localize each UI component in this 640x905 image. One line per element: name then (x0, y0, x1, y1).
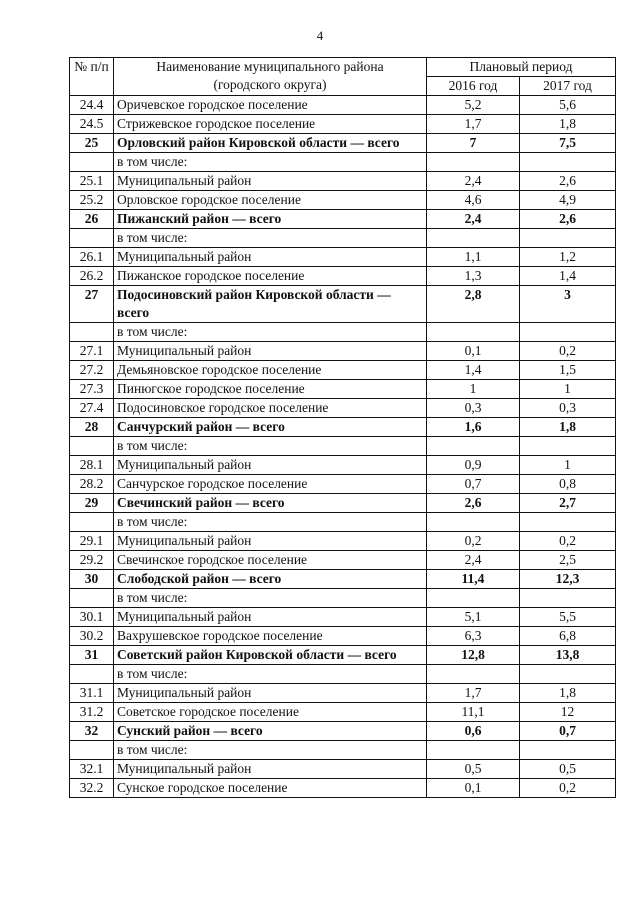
row-value-2017: 1,8 (520, 684, 616, 703)
row-number: 27 (70, 286, 114, 323)
row-name: Муниципальный район (114, 342, 427, 361)
row-name: Советское городское поселение (114, 703, 427, 722)
row-number (70, 229, 114, 248)
table-row (70, 210, 616, 229)
row-value-2017: 2,7 (520, 494, 616, 513)
row-name: Оричевское городское поселение (114, 96, 427, 115)
row-value-2016: 0,3 (427, 399, 520, 418)
row-name: Свечинский район — всего (114, 494, 427, 513)
row-number: 27.1 (70, 342, 114, 361)
row-name: Муниципальный район (114, 684, 427, 703)
row-value-2017: 0,5 (520, 760, 616, 779)
row-name: Вахрушевское городское поселение (114, 627, 427, 646)
header-name-line1: Наименование муниципального района (156, 59, 384, 74)
header-name-line2: (городского округа) (213, 77, 327, 92)
row-value-2016: 1,7 (427, 684, 520, 703)
row-value-2017: 1,8 (520, 418, 616, 437)
row-number: 30 (70, 570, 114, 589)
row-name: Слободской район — всего (114, 570, 427, 589)
row-value-2017: 2,5 (520, 551, 616, 570)
row-number: 32.2 (70, 779, 114, 798)
row-value-2016 (427, 229, 520, 248)
row-value-2017 (520, 513, 616, 532)
row-value-2017: 7,5 (520, 134, 616, 153)
row-value-2017: 1,8 (520, 115, 616, 134)
row-value-2016: 1,4 (427, 361, 520, 380)
row-number: 27.3 (70, 380, 114, 399)
table-row (70, 418, 616, 437)
row-name: в том числе: (114, 665, 427, 684)
row-value-2016: 1,3 (427, 267, 520, 286)
table-row (70, 172, 616, 191)
row-name: Сунское городское поселение (114, 779, 427, 798)
row-value-2016: 1,1 (427, 248, 520, 267)
row-value-2016 (427, 437, 520, 456)
header-year-2016: 2016 год (427, 77, 520, 96)
header-planning-period: Плановый период (427, 58, 616, 77)
header-year-2017: 2017 год (520, 77, 616, 96)
row-value-2017: 1 (520, 380, 616, 399)
table-row (70, 684, 616, 703)
row-value-2016 (427, 153, 520, 172)
table-row (70, 665, 616, 684)
row-value-2017: 1,5 (520, 361, 616, 380)
row-number: 25 (70, 134, 114, 153)
table-row (70, 286, 616, 323)
row-value-2016: 1,7 (427, 115, 520, 134)
row-value-2016: 11,1 (427, 703, 520, 722)
row-value-2016: 0,2 (427, 532, 520, 551)
table-row (70, 646, 616, 665)
row-value-2016: 5,2 (427, 96, 520, 115)
table-row (70, 134, 616, 153)
table-row (70, 267, 616, 286)
table-row (70, 513, 616, 532)
row-value-2017 (520, 323, 616, 342)
row-number: 28 (70, 418, 114, 437)
row-value-2016: 7 (427, 134, 520, 153)
table-row (70, 229, 616, 248)
table-row (70, 722, 616, 741)
row-name: Пижанское городское поселение (114, 267, 427, 286)
row-name: в том числе: (114, 437, 427, 456)
row-value-2016: 12,8 (427, 646, 520, 665)
table-row (70, 248, 616, 267)
row-value-2017: 13,8 (520, 646, 616, 665)
row-number: 28.2 (70, 475, 114, 494)
row-value-2017: 2,6 (520, 210, 616, 229)
page-number: 4 (316, 28, 324, 43)
table-row (70, 551, 616, 570)
row-number: 26 (70, 210, 114, 229)
row-name: Орловское городское поселение (114, 191, 427, 210)
row-name: Сунский район — всего (114, 722, 427, 741)
row-number: 29.1 (70, 532, 114, 551)
row-number (70, 437, 114, 456)
row-name: Пижанский район — всего (114, 210, 427, 229)
row-value-2017: 1,2 (520, 248, 616, 267)
row-value-2016 (427, 513, 520, 532)
row-name: Муниципальный район (114, 172, 427, 191)
row-number: 26.2 (70, 267, 114, 286)
row-number (70, 741, 114, 760)
row-value-2017: 0,2 (520, 532, 616, 551)
table-row (70, 589, 616, 608)
row-number (70, 153, 114, 172)
table-body (70, 96, 616, 798)
row-number (70, 589, 114, 608)
row-value-2016: 0,1 (427, 342, 520, 361)
row-name: Муниципальный район (114, 456, 427, 475)
table-row (70, 191, 616, 210)
header-number: № п/п (70, 58, 114, 96)
row-name: Муниципальный район (114, 532, 427, 551)
row-name: Советский район Кировской области — всего (114, 646, 427, 665)
row-name: Подосиновский район Кировской области — всего (114, 286, 427, 323)
row-value-2017: 3 (520, 286, 616, 323)
row-value-2016: 0,7 (427, 475, 520, 494)
row-number: 24.5 (70, 115, 114, 134)
row-number: 30.1 (70, 608, 114, 627)
row-value-2016: 11,4 (427, 570, 520, 589)
row-name: в том числе: (114, 153, 427, 172)
row-name: Демьяновское городское поселение (114, 361, 427, 380)
row-value-2017: 0,8 (520, 475, 616, 494)
row-value-2016: 1 (427, 380, 520, 399)
row-name: Муниципальный район (114, 608, 427, 627)
row-number: 24.4 (70, 96, 114, 115)
row-value-2016: 0,6 (427, 722, 520, 741)
row-value-2017: 6,8 (520, 627, 616, 646)
table-row (70, 627, 616, 646)
table-row (70, 494, 616, 513)
row-number: 31.2 (70, 703, 114, 722)
row-value-2017 (520, 589, 616, 608)
row-value-2016: 4,6 (427, 191, 520, 210)
row-name: Муниципальный район (114, 248, 427, 267)
row-value-2017: 0,2 (520, 342, 616, 361)
row-number: 27.4 (70, 399, 114, 418)
row-name: Свечинское городское поселение (114, 551, 427, 570)
row-number: 31.1 (70, 684, 114, 703)
row-value-2016 (427, 323, 520, 342)
row-number: 32 (70, 722, 114, 741)
row-name: Санчурский район — всего (114, 418, 427, 437)
row-number: 25.2 (70, 191, 114, 210)
row-value-2017: 0,7 (520, 722, 616, 741)
row-number: 30.2 (70, 627, 114, 646)
row-name: в том числе: (114, 229, 427, 248)
row-value-2016: 0,9 (427, 456, 520, 475)
row-name: Стрижевское городское поселение (114, 115, 427, 134)
row-value-2016: 2,4 (427, 210, 520, 229)
row-value-2016 (427, 741, 520, 760)
row-value-2016: 2,6 (427, 494, 520, 513)
row-value-2016: 2,8 (427, 286, 520, 323)
table-row (70, 361, 616, 380)
table-row (70, 779, 616, 798)
row-value-2017 (520, 665, 616, 684)
row-name: в том числе: (114, 741, 427, 760)
row-number: 32.1 (70, 760, 114, 779)
row-value-2016: 5,1 (427, 608, 520, 627)
row-number: 28.1 (70, 456, 114, 475)
table-row (70, 323, 616, 342)
row-number: 29.2 (70, 551, 114, 570)
allocation-table (69, 57, 616, 798)
table-row (70, 703, 616, 722)
row-value-2017: 5,5 (520, 608, 616, 627)
table-row (70, 475, 616, 494)
table-row (70, 570, 616, 589)
row-name: Подосиновское городское поселение (114, 399, 427, 418)
row-value-2017: 12,3 (520, 570, 616, 589)
table-row (70, 153, 616, 172)
table-row (70, 115, 616, 134)
table-row (70, 437, 616, 456)
row-name: в том числе: (114, 323, 427, 342)
row-value-2017 (520, 229, 616, 248)
row-value-2016: 1,6 (427, 418, 520, 437)
row-value-2016: 6,3 (427, 627, 520, 646)
table-row (70, 741, 616, 760)
row-value-2017: 0,3 (520, 399, 616, 418)
row-value-2017: 2,6 (520, 172, 616, 191)
row-number: 31 (70, 646, 114, 665)
row-number: 27.2 (70, 361, 114, 380)
header-name (114, 58, 427, 96)
row-name: Пинюгское городское поселение (114, 380, 427, 399)
row-value-2017 (520, 741, 616, 760)
row-value-2017: 5,6 (520, 96, 616, 115)
row-name: в том числе: (114, 589, 427, 608)
row-value-2017: 1,4 (520, 267, 616, 286)
row-name: в том числе: (114, 513, 427, 532)
row-value-2017: 4,9 (520, 191, 616, 210)
table-row (70, 96, 616, 115)
table-row (70, 532, 616, 551)
row-number: 29 (70, 494, 114, 513)
row-value-2017 (520, 437, 616, 456)
row-name: Санчурское городское поселение (114, 475, 427, 494)
row-value-2017: 12 (520, 703, 616, 722)
row-number: 25.1 (70, 172, 114, 191)
table-row (70, 399, 616, 418)
table-row (70, 342, 616, 361)
table-row (70, 380, 616, 399)
row-value-2016: 2,4 (427, 551, 520, 570)
row-value-2016: 2,4 (427, 172, 520, 191)
row-value-2017 (520, 153, 616, 172)
row-number (70, 323, 114, 342)
table-row (70, 608, 616, 627)
row-name: Муниципальный район (114, 760, 427, 779)
row-value-2016 (427, 589, 520, 608)
row-value-2017: 0,2 (520, 779, 616, 798)
row-value-2016: 0,1 (427, 779, 520, 798)
table-row (70, 456, 616, 475)
row-number (70, 513, 114, 532)
row-number (70, 665, 114, 684)
row-name: Орловский район Кировской области — всего (114, 134, 427, 153)
table-row (70, 760, 616, 779)
row-value-2016 (427, 665, 520, 684)
row-number: 26.1 (70, 248, 114, 267)
row-value-2016: 0,5 (427, 760, 520, 779)
row-value-2017: 1 (520, 456, 616, 475)
